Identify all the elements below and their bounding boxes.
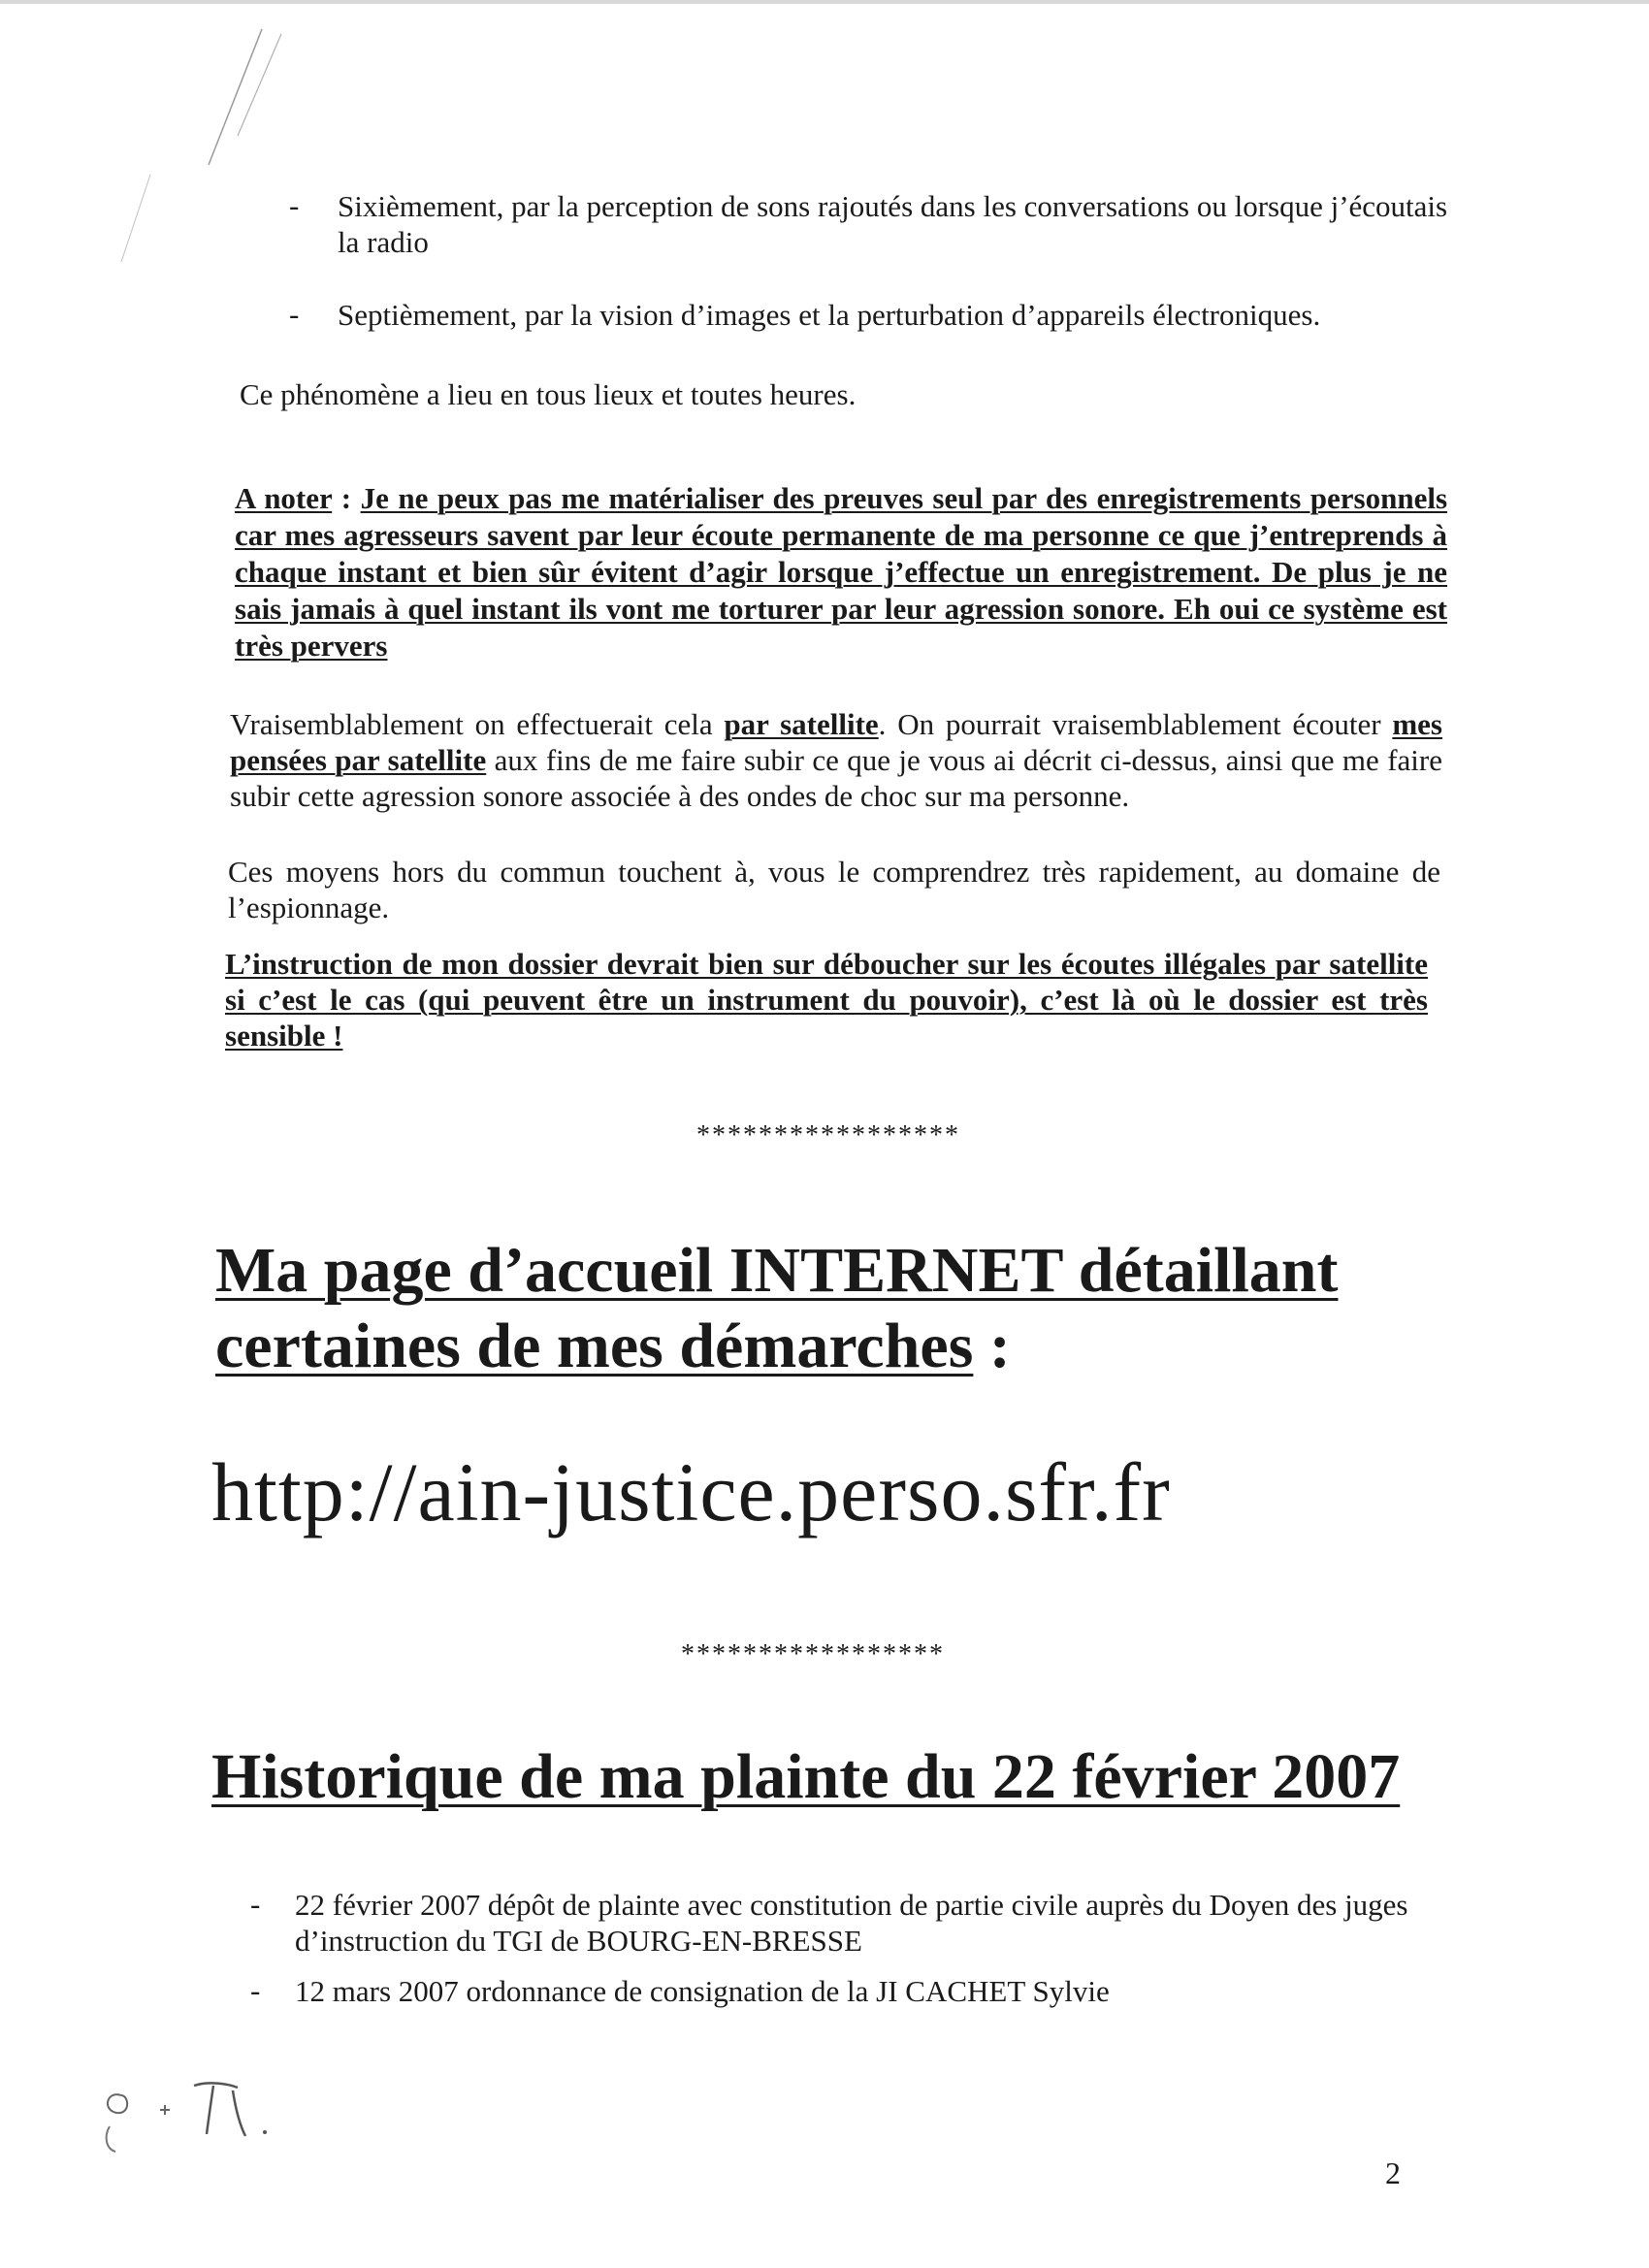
- scan-scratch-marks: [92, 19, 286, 272]
- page-number: 2: [1385, 2155, 1401, 2190]
- satellite-text-1: Vraisemblablement on effectuerait cela: [230, 707, 725, 741]
- list-item-sixiemement: Sixièmement, par la perception de sons rajoutés dans les conversations ou lorsque j’écoutais la radio: [338, 189, 1448, 259]
- satellite-text-2: . On pourrait vraisemblablement écouter: [878, 707, 1393, 741]
- separator-stars: *****************: [696, 1120, 960, 1150]
- list-item-ordonnance: 12 mars 2007 ordonnance de consignation de la JI CACHET Sylvie: [295, 1974, 1110, 2008]
- internet-heading-line1: Ma page d’accueil INTERNET détaillant: [215, 1235, 1339, 1306]
- list-dash: -: [250, 1887, 261, 1921]
- list-item-depot-plainte: 22 février 2007 dépôt de plainte avec constitution de partie civile auprès du Doyen des juges d’instruction du TGI de BOURG-EN-BRESSE: [295, 1888, 1408, 1958]
- note-body: Je ne peux pas me matérialiser des preuves seul par des enregistrements personnels car mes agresseurs savent par leur écoute permanente de ma personne ce que j’entreprends à chaque instant et bien sûr évitent d’agir lorsque j’effectue un enregistrement. De plus je ne sais jamais à quel instant ils vont me torturer par leur agression sonore. Eh oui ce système est très pervers: [235, 481, 1448, 663]
- historique-heading: Historique de ma plainte du 22 février 2007: [211, 1741, 1401, 1812]
- satellite-emphasis-2: mes pensées par satellite: [230, 707, 1442, 777]
- scan-edge-line: [0, 0, 1649, 4]
- espionnage-paragraph: Ces moyens hors du commun touchent à, vous le comprendrez très rapidement, au domaine de l’espionnage.: [228, 855, 1440, 924]
- satellite-text-3: aux fins de me faire subir ce que je vous ai décrit ci-dessus, ainsi que me faire subir cette agression sonore associée à des ondes de choc sur ma personne.: [230, 743, 1442, 813]
- homepage-url: http://ain-justice.perso.sfr.fr: [211, 1445, 1171, 1539]
- list-dash: -: [289, 297, 300, 331]
- list-dash: -: [250, 1973, 261, 2007]
- note-label: A noter: [235, 481, 333, 515]
- internet-heading-suffix: :: [973, 1311, 1011, 1381]
- phenomenon-text: Ce phénomène a lieu en tous lieux et toutes heures.: [240, 377, 857, 411]
- list-item-septiemement: Septièmement, par la vision d’images et la perturbation d’appareils électroniques.: [338, 298, 1321, 332]
- internet-heading-line2-wrap: [215, 1308, 1011, 1385]
- handwritten-initials: [92, 2066, 306, 2173]
- satellite-emphasis-1: par satellite: [724, 707, 879, 741]
- satellite-paragraph: [230, 706, 1442, 814]
- separator-stars: *****************: [681, 1639, 945, 1669]
- note-paragraph: [235, 480, 1447, 664]
- instruction-paragraph: L’instruction de mon dossier devrait bien sur déboucher sur les écoutes illégales par satellite si c’est le cas (qui peuvent être un instrument du pouvoir), c’est là où le dossier est très sensible !: [225, 947, 1428, 1053]
- note-colon: :: [332, 481, 361, 515]
- list-dash: -: [289, 188, 300, 222]
- internet-heading-line2: certaines de mes démarches: [215, 1311, 974, 1381]
